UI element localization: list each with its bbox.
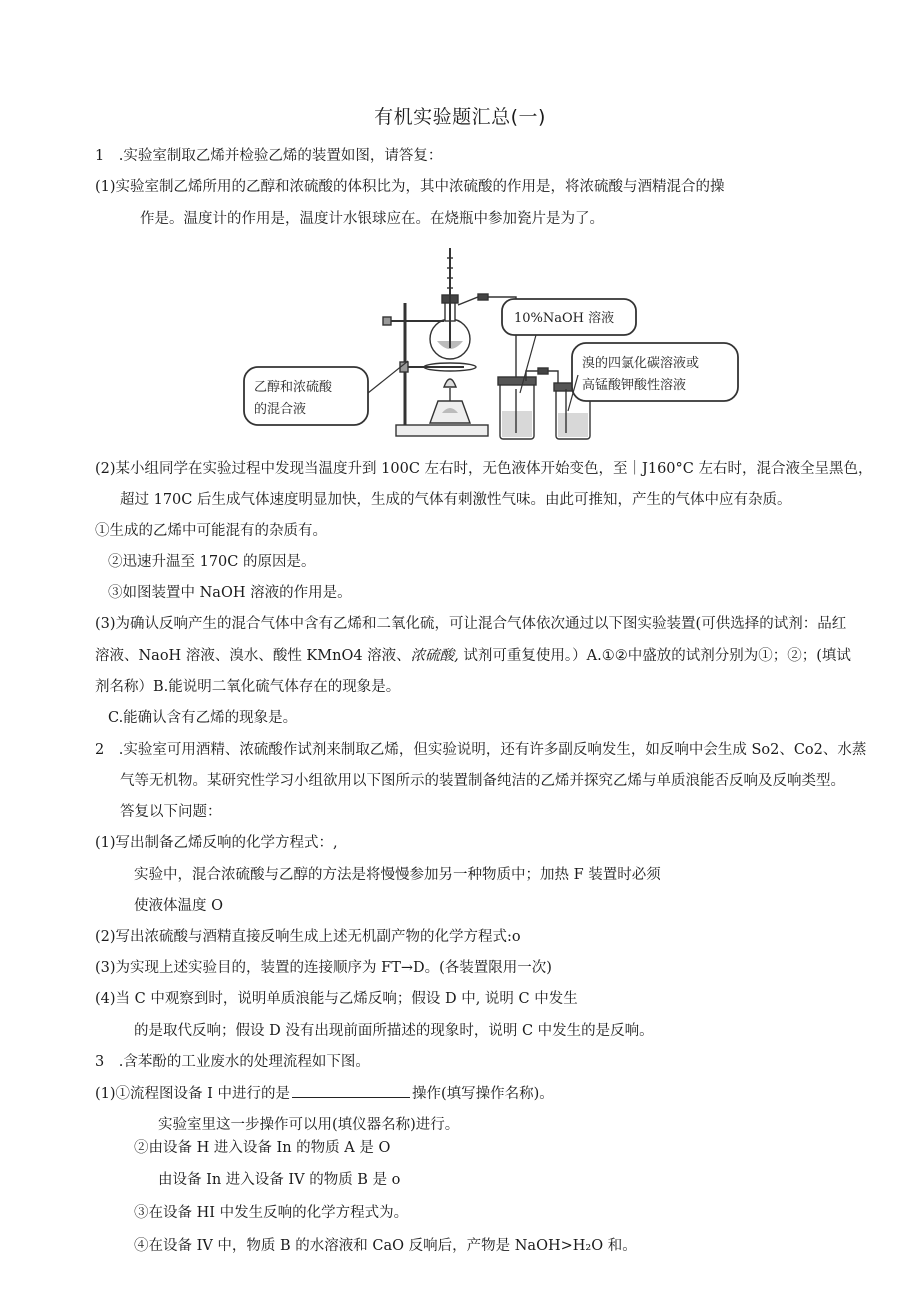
q3-part1-line5: ③在设备 HI 中发生反响的化学方程式为。 [134, 1205, 409, 1221]
mixture-label-2: 的混合液 [254, 402, 307, 417]
q3-part1-line3: ②由设备 H 进入设备 In 的物质 A 是 O [134, 1140, 391, 1156]
q2-part4-line1: (4)当 C 中观察到时，说明单质浪能与乙烯反响；假设 D 中, 说明 C 中发生 [95, 991, 578, 1007]
q1-part1-line2: 作是。温度计的作用是，温度计水银球应在。在烧瓶中参加瓷片是为了。 [140, 211, 604, 227]
q1-part3-line4: C.能确认含有乙烯的现象是。 [108, 710, 298, 726]
q1-part2-line2: 超过 170C 后生成气体速度明显加快，生成的气体有刺激性气味。由此可推知，产生的气体中应有杂质。 [120, 492, 792, 508]
q1-part2-item3: ③如图装置中 NaOH 溶液的作用是。 [108, 585, 352, 601]
q1-part3-line2: 溶液、NaoH 溶液、溴水、酸性 KMnO4 溶液、浓硫酸, 试剂可重复使用。）A.①②中盛放的试剂分别为①；②；(填试 [95, 648, 851, 664]
q2-heading-line2: 气等无机物。某研究性学习小组欲用以下图所示的装置制备纯洁的乙烯并探究乙烯与单质浪能否反响及反响类型。 [120, 773, 845, 789]
q1-part3-line3: 剂名称）B.能说明二氧化硫气体存在的现象是。 [95, 679, 401, 695]
q3-heading: 3 .含苯酚的工业废水的处理流程如下图。 [95, 1054, 370, 1070]
q3-part1-line4: 由设备 In 进入设备 IV 的物质 B 是 o [158, 1172, 401, 1188]
bromine-label-1: 溴的四氯化碳溶液或 [582, 356, 700, 371]
q2-part3: (3)为实现上述实验目的，装置的连接顺序为 FT→D。(各装置限用一次) [95, 960, 552, 976]
q2-part1-line1: (1)写出制备乙烯反响的化学方程式：, [95, 835, 338, 851]
answer-blank[interactable] [292, 1083, 410, 1098]
q1-heading: 1 .实验室制取乙烯并检验乙烯的装置如图，请答复： [95, 148, 443, 164]
q1-part3-line1: (3)为确认反响产生的混合气体中含有乙烯和二氧化硫，可让混合气体依次通过以下图实验装置(可供选择的试剂：品红 [95, 616, 847, 632]
q1-part2-item1: ①生成的乙烯中可能混有的杂质有。 [95, 523, 327, 539]
page-title: 有机实验题汇总(一) [374, 106, 546, 128]
q2-part2: (2)写出浓硫酸与酒精直接反响生成上述无机副产物的化学方程式:o [95, 929, 521, 945]
q2-part1-line3: 使液体温度 O [134, 898, 223, 914]
q2-part4-line2: 的是取代反响；假设 D 没有出现前面所描述的现象时，说明 C 中发生的是反响。 [134, 1023, 654, 1039]
apparatus-drawing [238, 243, 742, 448]
q1-part2-line1: (2)某小组同学在实验过程中发现当温度升到 100C 左右时，无色液体开始变色，至｜J160°C 左右时，混合液全呈黑色， [95, 461, 873, 477]
q2-heading-line3: 答复以下问题： [120, 804, 222, 820]
q1-part2-item2: ②迅速升温至 170C 的原因是。 [108, 554, 316, 570]
naoh-label: 10%NaOH 溶液 [514, 311, 615, 326]
q3-part1-line2: 实验室里这一步操作可以用(填仪器名称)进行。 [158, 1117, 460, 1133]
q3-part1-line1: (1)①流程图设备 I 中进行的是 操作(填写操作名称)。 [95, 1083, 554, 1104]
q2-part1-line2: 实验中，混合浓硫酸与乙醇的方法是将慢慢参加另一种物质中；加热 F 装置时必须 [134, 867, 661, 883]
mixture-label-1: 乙醇和浓硫酸 [254, 380, 333, 395]
bromine-label-2: 高锰酸钾酸性溶液 [582, 378, 687, 393]
q1-part1-line1: (1)实验室制乙烯所用的乙醇和浓硫酸的体积比为，其中浓硫酸的作用是，将浓硫酸与酒精混合的操 [95, 179, 725, 195]
ethylene-apparatus-figure [238, 243, 742, 448]
q3-part1-line6: ④在设备 IV 中，物质 B 的水溶液和 CaO 反响后，产物是 NaOH>H₂O 和。 [134, 1238, 637, 1254]
q2-heading-line1: 2 .实验室可用酒精、浓硫酸作试剂来制取乙烯，但实验说明，还有许多副反响发生，如反响中会生成 So2、Co2、水蒸 [95, 742, 867, 758]
stand-base [396, 425, 488, 436]
